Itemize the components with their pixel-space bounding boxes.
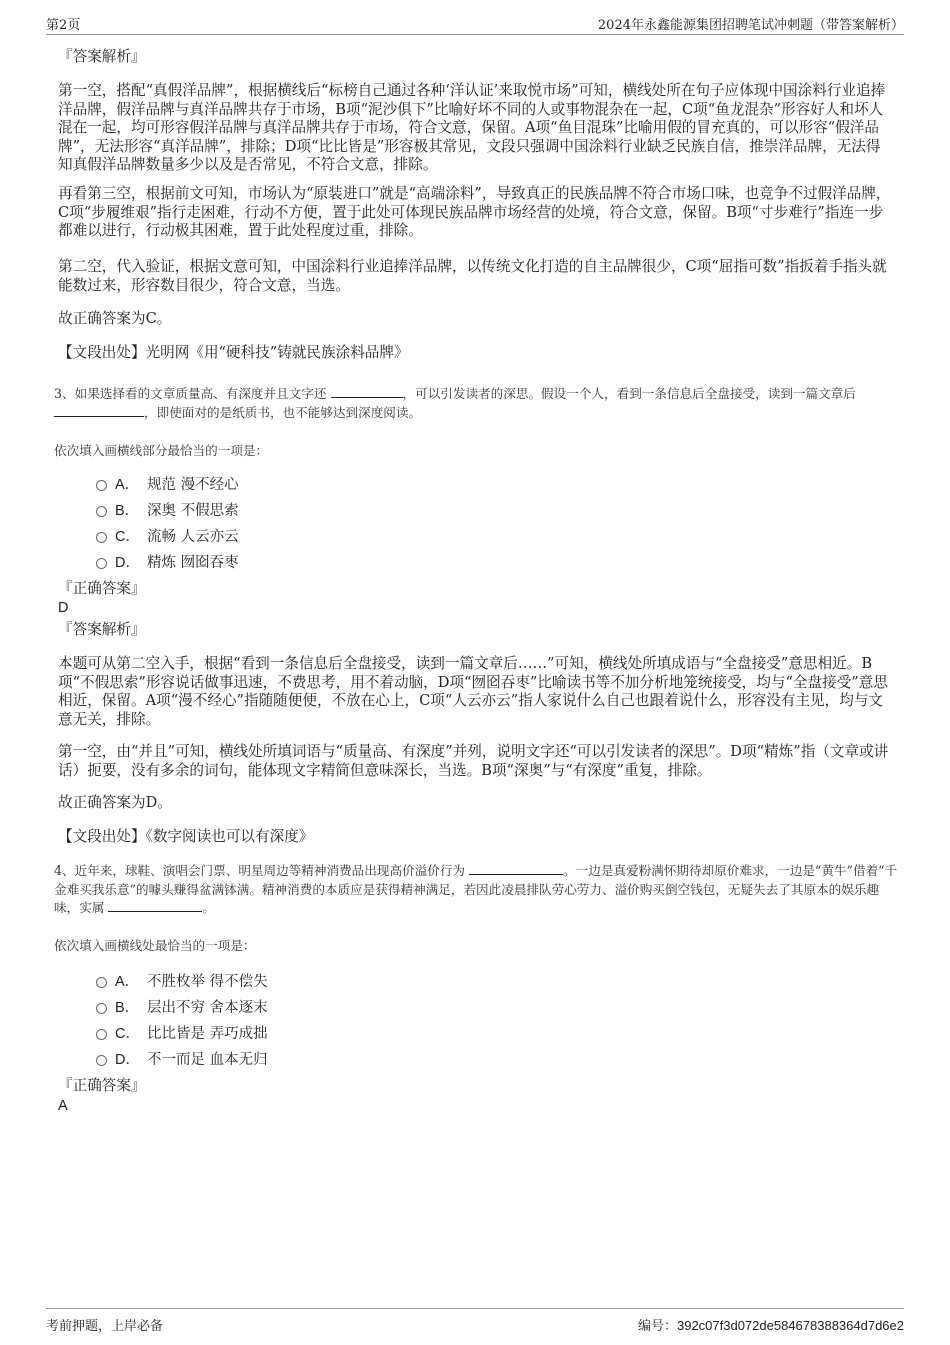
page-number: 第2页 [46,18,81,33]
q4-answer: A [58,1098,68,1114]
q4-option-a[interactable]: A． 不胜枚举 得不偿失 [96,968,268,994]
footer-code: 编号：392c07f3d072de584678388364d7d6e2 [637,1318,904,1334]
q2-conclusion: 故正确答案为C。 [58,310,172,327]
radio-icon[interactable] [96,977,107,988]
radio-icon[interactable] [96,558,107,569]
q4-answer-label: 『正确答案』 [58,1077,146,1094]
q4-lead: 依次填入画横线处最恰当的一项是： [54,938,256,953]
q2-analysis-p1: 第一空，搭配“真假洋品牌”，根据横线后“标榜自己通过各种‘洋认证’来取悦市场”可知，横线处所在句子应体现中国涂料行业追捧洋品牌，假洋品牌与真洋品牌共存于市场，B项“泥沙俱下”比喻好坏不同的人或事物混杂在一起，C项“鱼龙混杂”形容好人和坏人混在一起，均可形容假洋品牌与真洋品牌共存于市场，符合文意，保留。A项“鱼目混珠”比喻用假的冒充真的，可以形容“假洋品牌”，无法形容“真洋品牌”，排除；D项“比比皆是”形容极其常见，文段只强调中国涂料行业缺乏民族自信，推崇洋品牌，无法得知真假洋品牌数量多少以及是否常见，不符合文意，排除。 [58,82,886,174]
q3-option-d[interactable]: D． 精炼 囫囵吞枣 [96,548,239,574]
page-header [46,12,904,35]
q3-option-c[interactable]: C． 流畅 人云亦云 [96,523,239,549]
q3-analysis-p2: 第一空，由“并且”可知，横线处所填词语与“质量高、有深度”并列，说明文字还“可以引发读者的深思”。D项“精炼”指（文章或讲话）扼要，没有多余的词句，能体现文字精简但意味深长，当选。B项“深奥”与“有深度”重复，排除。 [58,743,889,779]
q3-analysis-label: 『答案解析』 [58,621,146,638]
q2-analysis-p3: 第二空，代入验证，根据文意可知，中国涂料行业追捧洋品牌，以传统文化打造的自主品牌很少，C项“屈指可数”指扳着手指头就能数过来，形容数目很少，符合文意，当选。 [58,258,887,294]
blank [469,862,563,875]
page-footer [46,1308,904,1333]
radio-icon[interactable] [96,532,107,543]
radio-icon[interactable] [96,506,107,517]
blank [54,404,144,417]
q3-answer: D [58,600,69,616]
q4-option-d[interactable]: D． 不一而足 血本无归 [96,1045,268,1071]
q3-lead: 依次填入画横线部分最恰当的一项是： [54,443,269,458]
q3-answer-label: 『正确答案』 [58,580,146,597]
radio-icon[interactable] [96,1003,107,1014]
q3-conclusion: 故正确答案为D。 [58,794,172,811]
blank [108,899,202,912]
q4-option-b[interactable]: B． 层出不穷 舍本逐末 [96,994,268,1020]
q4-stem: 4、近年来，球鞋、演唱会门票、明星周边等精神消费品出现高价溢价行为 。一边是真爱粉满怀期待却原价难求，一边是“黄牛”借着“千金难买我乐意”的噱头赚得盆满钵满。精神消费的本质应是获得精神满足，若因此凌晨排队劳心劳力、溢价购买倒空钱包，无疑失去了其原本的娱乐趣味，实属 。 [54,863,898,915]
q2-source: 【文段出处】光明网《用“硬科技”铸就民族涂料品牌》 [58,344,409,361]
blank [331,385,403,398]
radio-icon[interactable] [96,1055,107,1066]
q3-options [96,471,239,574]
q3-stem: 3、如果选择看的文章质量高、有深度并且文字还 ，可以引发读者的深思。假设一个人，看到一条信息后全盘接受，读到一篇文章后 ，即使面对的是纸质书，也不能够达到深度阅读。 [54,386,856,420]
footer-slogan: 考前押题，上岸必备 [46,1319,164,1334]
q3-option-b[interactable]: B． 深奥 不假思索 [96,497,239,523]
q2-analysis-p2: 再看第三空，根据前文可知，市场认为“原装进口”就是“高端涂料”，导致真正的民族品牌不符合市场口味，也竞争不过假洋品牌，C项“步履维艰”指行走困难，行动不方便，置于此处可体现民族品牌市场经营的处境，符合文意，保留。B项“寸步难行”指连一步都难以进行，行动极其困难，置于此处程度过重，排除。 [58,185,891,240]
q3-source: 【文段出处】《数字阅读也可以有深度》 [58,828,314,845]
q2-analysis-label: 『答案解析』 [58,48,146,65]
q3-option-a[interactable]: A． 规范 漫不经心 [96,471,239,497]
radio-icon[interactable] [96,480,107,491]
radio-icon[interactable] [96,1029,107,1040]
document-title: 2024年永鑫能源集团招聘笔试冲刺题（带答案解析） [597,18,904,33]
q3-analysis-p1: 本题可从第二空入手，根据“看到一条信息后全盘接受，读到一篇文章后……”可知，横线处所填成语与“全盘接受”意思相近。B项“不假思索”形容说话做事迅速，不费思考，用不着动脑，D项“囫囵吞枣”比喻读书等不加分析地笼统接受，均与“全盘接受”意思相近，保留。A项“漫不经心”指随随便便，不放在心上，C项“人云亦云”指人家说什么自己也跟着说什么，形容没有主见，均与文意无关，排除。 [58,655,888,728]
q4-option-c[interactable]: C． 比比皆是 弄巧成拙 [96,1020,268,1046]
q4-options [96,968,268,1071]
